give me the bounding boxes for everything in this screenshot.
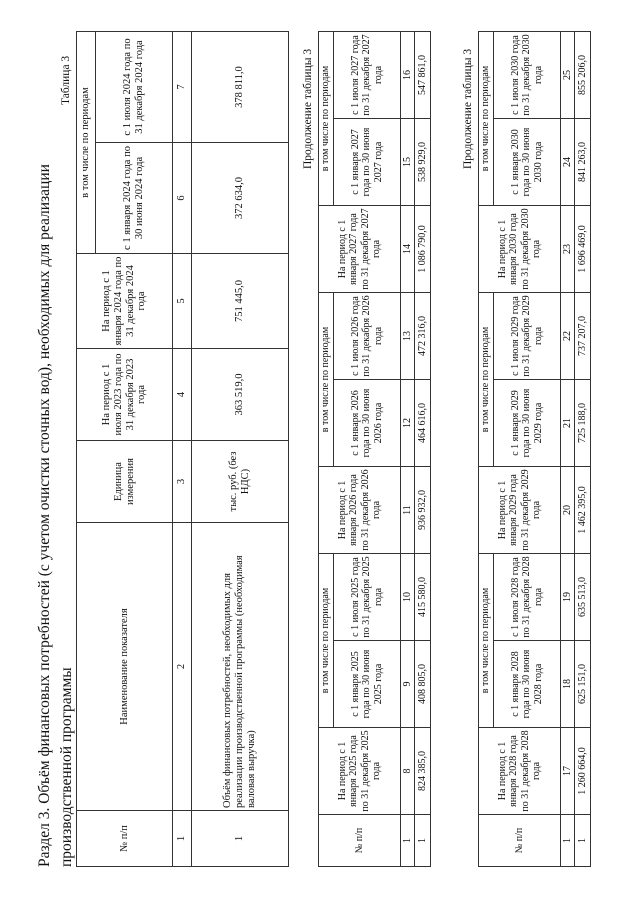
value-cell: 625 151,0: [575, 641, 591, 728]
value-cell: 472 316,0: [415, 293, 431, 380]
column-number: 11: [401, 467, 415, 554]
table-row: [192, 32, 289, 867]
header-period: На период с 1 января 2026 года по 31 декабря 2026 года: [319, 467, 401, 554]
column-number: 7: [173, 32, 192, 143]
value-cell: 464 616,0: [415, 380, 431, 467]
header-subperiod: с 1 июля 2026 года по 31 декабря 2026 года: [334, 293, 401, 380]
section-heading: [34, 37, 78, 867]
unit-cell: тыс. руб. (без НДС): [192, 441, 289, 523]
value-cell: 1 696 469,0: [575, 206, 591, 293]
value-cell: 547 861,0: [415, 32, 431, 119]
section-heading-line-2: производственной программы: [58, 667, 75, 867]
column-number: 25: [561, 32, 575, 119]
header-period: На период с 1 января 2027 года по 31 декабря 2027 года: [319, 206, 401, 293]
row-number: 1: [415, 815, 431, 867]
indicator-name: Объём финансовых потребностей, необходимых для реализации производственной программы (необходимая валовая выручка): [192, 523, 289, 811]
header-num: № п/п: [479, 815, 561, 867]
value-cell: 635 513,0: [575, 554, 591, 641]
column-number: 10: [401, 554, 415, 641]
value-cell: 1 462 395,0: [575, 467, 591, 554]
header-period: На период с 1 января 2030 года по 31 декабря 2030 года: [479, 206, 561, 293]
value-cell: 363 519,0: [192, 349, 289, 441]
column-number: 1: [401, 815, 415, 867]
header-period-2023: На период с 1 июля 2023 года по 31 декабря 2023 года: [77, 349, 173, 441]
header-group: в том числе по периодам: [319, 293, 334, 467]
value-cell: 538 929,0: [415, 119, 431, 206]
header-subperiod: с 1 июля 2027 года по 31 декабря 2027 года: [334, 32, 401, 119]
header-subperiod: с 1 января 2029 года по 30 июня 2029 года: [494, 380, 561, 467]
header-subperiod: с 1 июля 2030 года по 31 декабря 2030 года: [494, 32, 561, 119]
header-period-2024-h2: с 1 июля 2024 года по 31 декабря 2024 года: [96, 32, 173, 143]
header-subperiod: с 1 июля 2028 года по 31 декабря 2028 года: [494, 554, 561, 641]
column-number: 23: [561, 206, 575, 293]
column-number: 16: [401, 32, 415, 119]
header-subperiod: с 1 июля 2029 года по 31 декабря 2029 года: [494, 293, 561, 380]
value-cell: 1 260 664,0: [575, 728, 591, 815]
table-row: [415, 32, 431, 867]
header-group: в том числе по периодам: [479, 554, 494, 728]
header-group: в том числе по периодам: [77, 32, 96, 254]
value-cell: 372 634,0: [192, 143, 289, 254]
header-subperiod: с 1 января 2026 года по 30 июня 2026 года: [334, 380, 401, 467]
header-subperiod: с 1 января 2027 года по 30 июня 2027 года: [334, 119, 401, 206]
column-number: 12: [401, 380, 415, 467]
value-cell: 415 580,0: [415, 554, 431, 641]
header-subperiod: с 1 января 2028 года по 30 июня 2028 года: [494, 641, 561, 728]
value-cell: 1 086 790,0: [415, 206, 431, 293]
value-cell: 751 445,0: [192, 254, 289, 349]
header-group: в том числе по периодам: [319, 554, 334, 728]
table-3-continuation-2: [478, 31, 591, 867]
column-number: 1: [561, 815, 575, 867]
column-number: 5: [173, 254, 192, 349]
value-cell: 737 207,0: [575, 293, 591, 380]
value-cell: 855 206,0: [575, 32, 591, 119]
header-indicator: Наименование показателя: [77, 523, 173, 811]
column-number: 2: [173, 523, 192, 811]
header-period-2024: На период с 1 января 2024 года по 31 декабря 2024 года: [77, 254, 173, 349]
header-period: На период с 1 января 2025 года по 31 декабря 2025 года: [319, 728, 401, 815]
table-3-continuation-caption: Продолжение таблицы 3: [462, 48, 474, 169]
header-num: № п/п: [77, 811, 173, 867]
column-number: 24: [561, 119, 575, 206]
row-number: 1: [192, 811, 289, 867]
column-number: 3: [173, 441, 192, 523]
column-number: 22: [561, 293, 575, 380]
column-number: 20: [561, 467, 575, 554]
value-cell: 936 932,0: [415, 467, 431, 554]
column-number: 13: [401, 293, 415, 380]
table-3-continuation-1: [318, 31, 431, 867]
table-3: [76, 31, 289, 867]
table-3-continuation-caption: Продолжение таблицы 3: [302, 48, 314, 169]
header-subperiod: с 1 июля 2025 года по 31 декабря 2025 года: [334, 554, 401, 641]
value-cell: 378 811,0: [192, 32, 289, 143]
value-cell: 725 188,0: [575, 380, 591, 467]
table-row: [575, 32, 591, 867]
header-period: На период с 1 января 2028 года по 31 декабря 2028 года: [479, 728, 561, 815]
column-number: 1: [173, 811, 192, 867]
column-number: 9: [401, 641, 415, 728]
column-number: 6: [173, 143, 192, 254]
value-cell: 824 385,0: [415, 728, 431, 815]
section-heading-line-1: Раздел 3. Объём финансовых потребностей (с учетом очистки сточных вод), необходимых для реализации: [36, 164, 53, 867]
header-group: в том числе по периодам: [479, 32, 494, 206]
column-number: 15: [401, 119, 415, 206]
value-cell: 841 263,0: [575, 119, 591, 206]
column-number: 21: [561, 380, 575, 467]
column-number: 4: [173, 349, 192, 441]
header-subperiod: с 1 января 2030 года по 30 июня 2030 года: [494, 119, 561, 206]
header-group: в том числе по периодам: [319, 32, 334, 206]
header-period-2024-h1: с 1 января 2024 года по 30 июня 2024 года: [96, 143, 173, 254]
table-3-caption: Таблица 3: [60, 55, 72, 105]
header-subperiod: с 1 января 2025 года по 30 июня 2025 года: [334, 641, 401, 728]
column-number: 8: [401, 728, 415, 815]
column-number: 19: [561, 554, 575, 641]
header-num: № п/п: [319, 815, 401, 867]
header-group: в том числе по периодам: [479, 293, 494, 467]
header-period: На период с 1 января 2029 года по 31 декабря 2029 года: [479, 467, 561, 554]
column-number: 17: [561, 728, 575, 815]
row-number: 1: [575, 815, 591, 867]
column-number: 18: [561, 641, 575, 728]
header-unit: Единица измерения: [77, 441, 173, 523]
column-number: 14: [401, 206, 415, 293]
value-cell: 408 805,0: [415, 641, 431, 728]
